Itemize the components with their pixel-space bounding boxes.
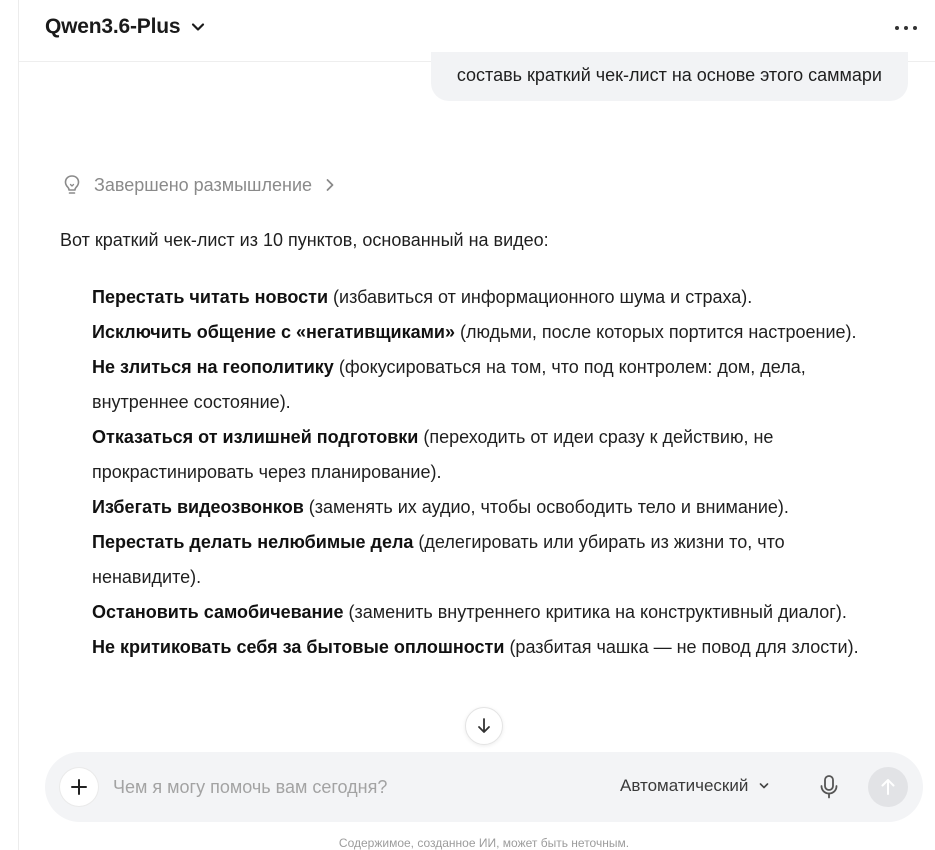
attach-button[interactable] [60,768,98,806]
checklist-item [92,630,882,665]
checklist-item [92,595,882,630]
checklist-item-detail: (фокусироваться на том, что под контролем: дом, дела, внутреннее состояние). [92,357,806,412]
voice-input-button[interactable] [815,773,843,801]
chevron-down-icon [190,19,206,35]
checklist-item [92,280,882,315]
checklist-item-title: Избегать видеозвонков [92,497,304,517]
model-selector[interactable] [45,15,206,39]
checklist [92,280,882,752]
lightbulb-icon [62,174,82,196]
checklist-item-detail: (заменять их аудио, чтобы освободить тело и внимание). [303,497,789,517]
checklist-item-title: Перестать делать нелюбимые дела [92,532,414,552]
mode-label: Автоматический [620,776,749,795]
checklist-item-detail: (переходить от идеи сразу к действию, не прокрастинировать через планирование). [92,427,774,482]
checklist-item-detail: (разбитая чашка — не повод для злости). [504,637,859,657]
checklist-item [92,490,882,525]
sidebar-divider [18,0,19,850]
checklist-item [92,315,882,350]
prompt-input[interactable] [113,774,533,800]
scroll-to-bottom-button[interactable] [465,707,503,745]
more-horizontal-icon [895,26,899,30]
response-intro: Вот краткий чек-лист из 10 пунктов, основанный на видео: [60,230,549,250]
user-message-bubble: составь краткий чек-лист на основе этого саммари [431,52,908,101]
checklist-item-title: Не критиковать себя за бытовые оплошности [92,637,505,657]
checklist-item-title: Отказаться от излишней подготовки [92,427,419,447]
checklist-item [92,525,882,595]
checklist-item-detail: (людьми, после которых портится настроение). [454,322,857,342]
arrow-up-icon [879,777,897,797]
checklist-item-title: Исключить общение с «негативщиками» [92,322,455,342]
message-composer [45,752,923,822]
arrow-down-icon [476,717,492,735]
checklist-item-detail: (избавиться от информационного шума и страха). [328,287,753,307]
chevron-right-icon [324,178,336,192]
microphone-icon [818,774,840,800]
thinking-label: Завершено размышление [94,174,313,195]
mode-select[interactable] [620,776,770,796]
checklist-item-title: Не злиться на геополитику [92,357,334,377]
checklist-item-title: Перестать читать новости [92,287,329,307]
checklist-item-detail: (заменить внутреннего критика на конструктивный диалог). [343,602,847,622]
ai-disclaimer: Содержимое, созданное ИИ, может быть неточным. [338,836,630,850]
more-options-button[interactable] [895,18,917,38]
send-button[interactable] [868,767,908,807]
model-name: Qwen3.6-Plus [45,15,181,38]
checklist-item-detail: (делегировать или убирать из жизни то, что ненавидите). [92,532,785,587]
chevron-down-icon [758,780,770,792]
checklist-item-title: Остановить самобичевание [92,602,344,622]
checklist-item [92,420,882,490]
thinking-toggle[interactable] [62,174,336,196]
checklist-item [92,350,882,420]
plus-icon [70,778,88,796]
